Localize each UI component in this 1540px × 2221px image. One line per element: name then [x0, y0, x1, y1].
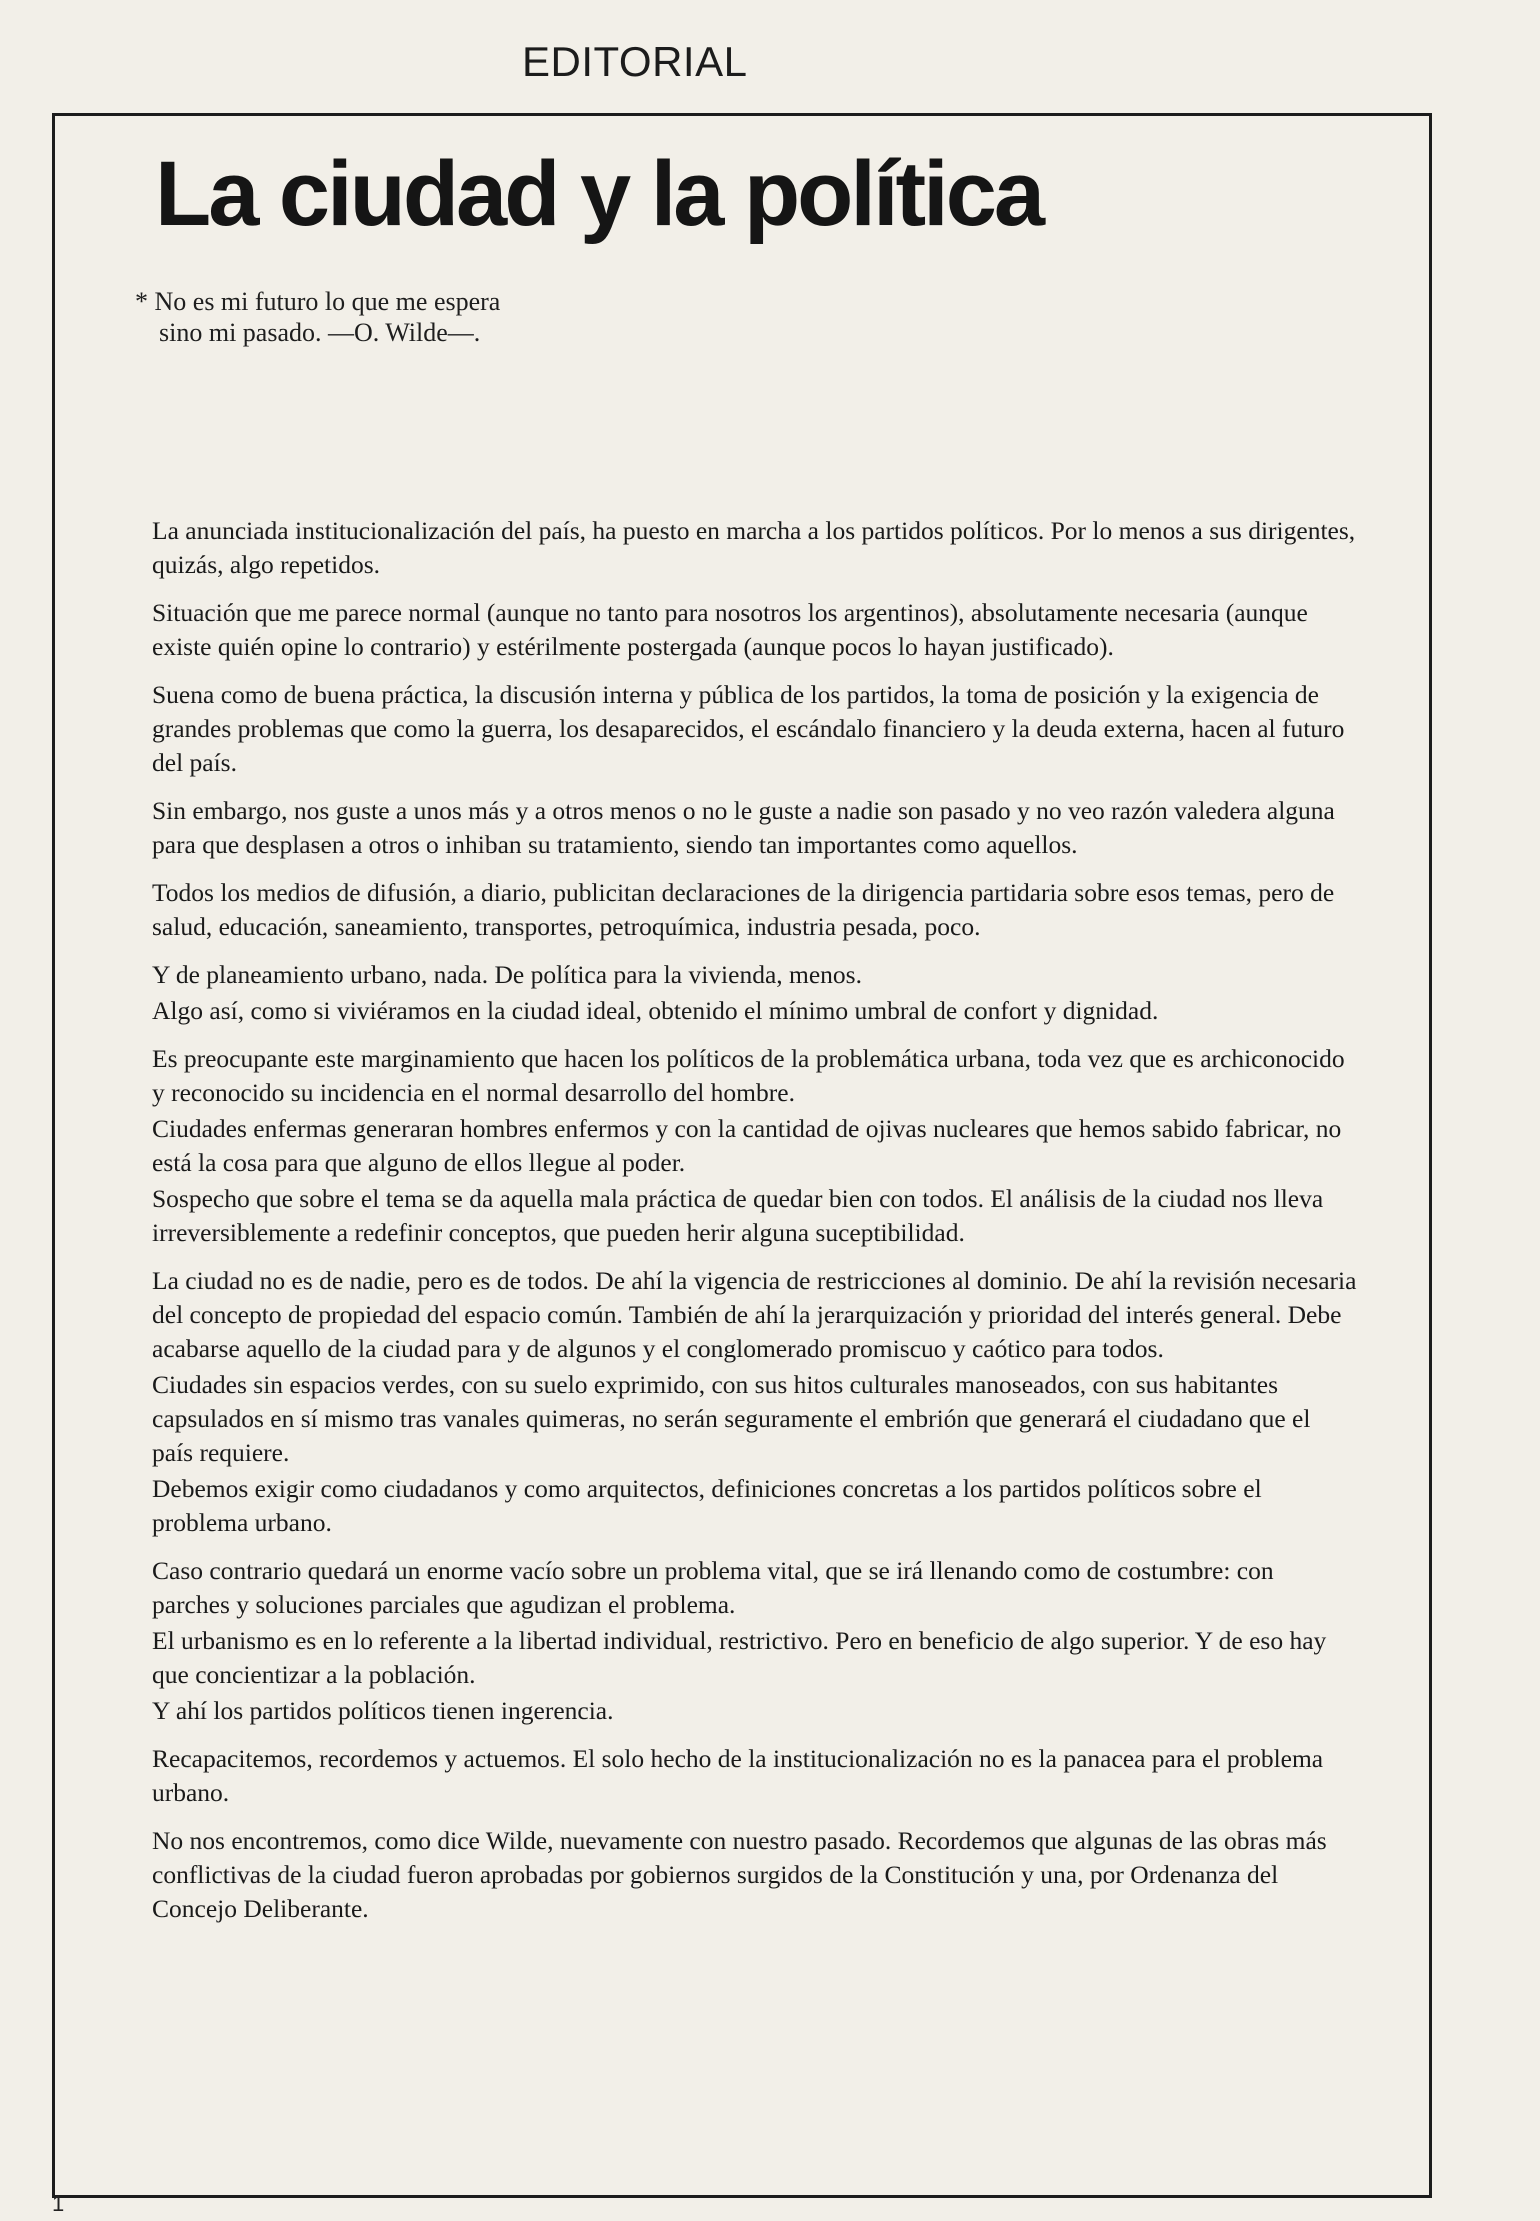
- paragraph: El urbanismo es en lo referente a la libertad individual, restrictivo. Pero en beneficio de algo superior. Y de eso hay que concientizar a la población.: [152, 1626, 1327, 1689]
- paragraph: Situación que me parece normal (aunque no tanto para nosotros los argentinos), absolutamente necesaria (aunque existe quién opine lo contrario) y estérilmente postergada (aunque pocos lo hayan justificado).: [152, 598, 1308, 661]
- paragraph: Caso contrario quedará un enorme vacío sobre un problema vital, que se irá llenando como de costumbre: con parches y soluciones parciales que agudizan el problema.: [152, 1556, 1274, 1619]
- article-title: La ciudad y la política: [155, 143, 1043, 245]
- paragraph: Sospecho que sobre el tema se da aquella mala práctica de quedar bien con todos. El análisis de la ciudad nos lleva irreversiblemente a redefinir conceptos, que pueden herir alguna suceptibilidad.: [152, 1184, 1324, 1247]
- paragraph: Ciudades enfermas generaran hombres enfermos y con la cantidad de ojivas nucleares que hemos sabido fabricar, no está la cosa para que alguno de ellos llegue al poder.: [152, 1114, 1342, 1177]
- paragraph: Debemos exigir como ciudadanos y como arquitectos, definiciones concretas a los partidos políticos sobre el problema urbano.: [152, 1474, 1262, 1537]
- paragraph: Ciudades sin espacios verdes, con su suelo exprimido, con sus hitos culturales manoseados, con sus habitantes capsulados en sí mismo tras vanales quimeras, no serán seguramente el embrión que generará el ciudadano que el país requiere.: [152, 1370, 1311, 1467]
- paragraph: La anunciada institucionalización del país, ha puesto en marcha a los partidos políticos. Por lo menos a sus dirigentes, quizás, algo repetidos.: [152, 516, 1356, 579]
- epigraph-line-2: sino mi pasado. —O. Wilde—.: [159, 318, 481, 347]
- paragraph: Sin embargo, nos guste a unos más y a otros menos o no le guste a nadie son pasado y no veo razón valedera alguna para que desplasen a otros o inhiban su tratamiento, siendo tan importantes como aquellos.: [152, 796, 1335, 859]
- paragraph: Todos los medios de difusión, a diario, publicitan declaraciones de la dirigencia partidaria sobre esos temas, pero de salud, educación, saneamiento, transportes, petroquímica, industria pesada, poco.: [152, 878, 1335, 941]
- paragraph: Recapacitemos, recordemos y actuemos. El solo hecho de la institucionalización no es la panacea para el problema urbano.: [152, 1744, 1324, 1807]
- paragraph: Algo así, como si viviéramos en la ciudad ideal, obtenido el mínimo umbral de confort y dignidad.: [152, 996, 1159, 1025]
- article-body: [152, 514, 1357, 1940]
- epigraph-line-1: * No es mi futuro lo que me espera: [135, 287, 501, 316]
- paragraph: La ciudad no es de nadie, pero es de todos. De ahí la vigencia de restricciones al dominio. De ahí la revisión necesaria del concepto de propiedad del espacio común. También de ahí la jerarquización y prioridad del interés general. Debe acabarse aquello de la ciudad para y de algunos y el conglomerado promiscuo y caótico para todos.: [152, 1266, 1357, 1363]
- epigraph: [135, 286, 500, 348]
- paragraph: Es preocupante este marginamiento que hacen los políticos de la problemática urbana, toda vez que es archiconocido y reconocido su incidencia en el normal desarrollo del hombre.: [152, 1044, 1345, 1107]
- paragraph: Suena como de buena práctica, la discusión interna y pública de los partidos, la toma de posición y la exigencia de grandes problemas que como la guerra, los desaparecidos, el escándalo financiero y la deuda externa, hacen al futuro del país.: [152, 680, 1345, 777]
- paragraph: Y ahí los partidos políticos tienen ingerencia.: [152, 1696, 614, 1725]
- paragraph: Y de planeamiento urbano, nada. De política para la vivienda, menos.: [152, 960, 862, 989]
- page-number: 1: [52, 2191, 65, 2216]
- section-label: EDITORIAL: [522, 38, 748, 85]
- paragraph: No nos encontremos, como dice Wilde, nuevamente con nuestro pasado. Recordemos que algunas de las obras más conflictivas de la ciudad fueron aprobadas por gobiernos surgidos de la Constitución y una, por Ordenanza del Concejo Deliberante.: [152, 1826, 1327, 1923]
